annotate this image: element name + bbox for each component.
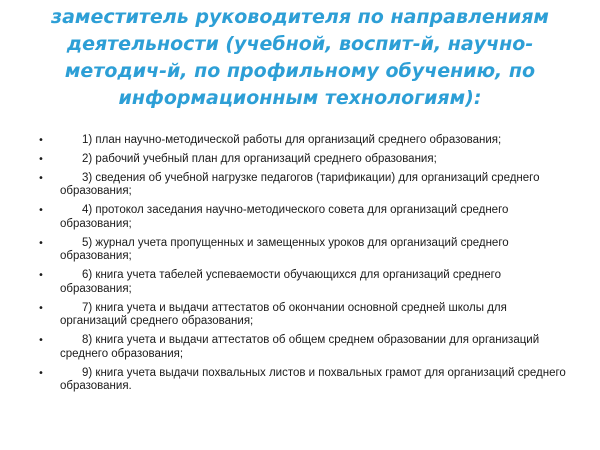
bullet-icon: • (38, 205, 44, 217)
bullet-icon: • (38, 172, 44, 184)
list-item-text: 6) книга учета табелей успеваемости обучающихся для организаций среднего образования; (60, 269, 501, 295)
list-item-text: 1) план научно-методической работы для организаций среднего образования; (82, 134, 502, 146)
list-item (38, 153, 573, 167)
list-item (38, 134, 573, 148)
slide-title: заместитель руководителя по направлениям деятельности (учебной, воспит-й, научно-методич-й, по профильному обучению, по информационным технологиям): (51, 6, 549, 109)
bullet-icon: • (38, 335, 44, 347)
list-item (38, 334, 573, 361)
bullet-icon: • (38, 302, 44, 314)
list-item (38, 237, 573, 264)
bullet-icon: • (38, 367, 44, 379)
bullet-icon: • (38, 237, 44, 249)
list-item (38, 204, 573, 231)
list-item-text: 3) сведения об учебной нагрузке педагогов (тарификации) для организаций среднего образования; (60, 171, 540, 198)
list-item (38, 302, 573, 329)
list-item-text: 2) рабочий учебный план для организаций среднего образования; (82, 152, 437, 165)
list-item (38, 269, 573, 296)
document-list (38, 134, 573, 399)
bullet-icon: • (38, 135, 44, 146)
list-item-text: 4) протокол заседания научно-методического совета для организаций среднего образования; (60, 204, 509, 230)
list-item-text: 8) книга учета и выдачи аттестатов об общем среднем образовании для организаций среднего образования; (60, 334, 540, 360)
list-item (38, 367, 573, 394)
bullet-icon: • (38, 153, 44, 165)
list-item-text: 9) книга учета выдачи похвальных листов и похвальных грамот для организаций среднего образования. (60, 366, 566, 393)
list-item-text: 7) книга учета и выдачи аттестатов об окончании основной средней школы для организаций среднего образования; (60, 301, 507, 328)
list-item (38, 172, 573, 199)
bullet-icon: • (38, 270, 44, 282)
list-item-text: 5) журнал учета пропущенных и замещенных уроков для организаций среднего образования; (60, 236, 509, 263)
